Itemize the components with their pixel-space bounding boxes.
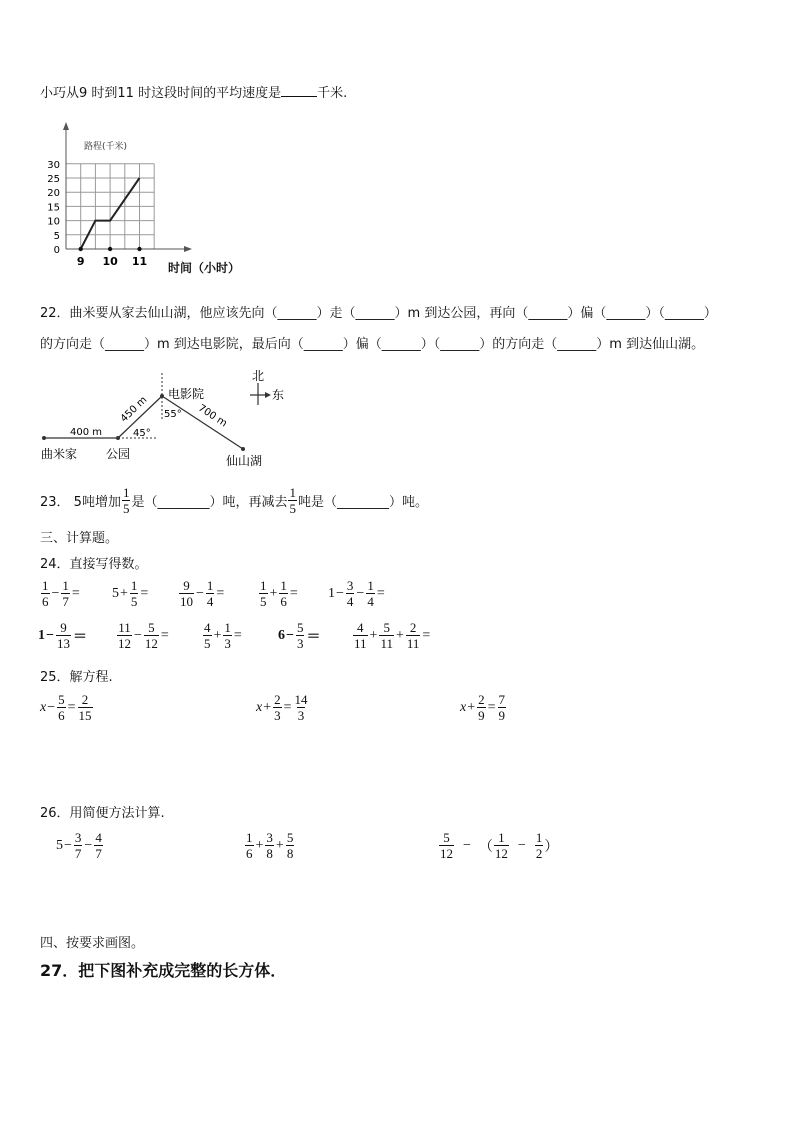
y-tick-label: 0	[53, 245, 60, 256]
q23-middle-1: 是（________）吨，再减去	[131, 495, 288, 510]
q24-expr-9: 6 − $\frac{5}{3}$ ＝	[278, 620, 321, 651]
cinema-point	[160, 394, 164, 398]
q23-prefix: 23． 5吨增加	[40, 495, 121, 510]
q24-expr-2: 5 + $\frac{1}{5}$ =	[112, 578, 149, 609]
q22-line-2: 的方向走（______）m 到达电影院，最后向（______）偏（______）（______）的方向走（______）m 到达仙山湖。	[40, 337, 705, 352]
q24-expr-4: $\frac{1}{5}$ + $\frac{1}{6}$ =	[260, 578, 298, 609]
y-tick-label: 25	[47, 174, 60, 185]
north-label: 北	[252, 369, 265, 383]
x-tick-label: 9	[76, 255, 85, 268]
segment-label-450: 450 m	[118, 394, 150, 425]
segment-label-700: 700 m	[195, 402, 229, 430]
q25-equation-1: x − $\frac{5}{6}$ = $\frac{2}{15}$	[40, 692, 92, 723]
q23-fraction2-numerator: 1	[289, 485, 296, 500]
q21-question-line	[40, 82, 347, 101]
q21-text-before: 小巧从9 时到11 时这段时间的平均速度是	[40, 86, 282, 101]
y-tick-label: 5	[53, 230, 60, 242]
q27-text: 27．把下图补充成完整的长方体．	[40, 961, 287, 980]
y-tick-label: 15	[47, 202, 60, 214]
park-label: 公园	[106, 447, 131, 461]
park-point	[116, 436, 120, 440]
q24-expr-5: 1 − $\frac{3}{4}$ − $\frac{1}{4}$ =	[328, 578, 385, 609]
q23-fraction1-denominator: 5	[122, 501, 130, 516]
lake-point	[241, 447, 245, 451]
q25-title: 25．解方程.	[40, 670, 113, 685]
x-tick-dot	[79, 247, 83, 251]
q25-equation-3: x + $\frac{2}{9}$ = $\frac{7}{9}$	[460, 692, 506, 723]
q24-expr-10: $\frac{4}{11}$ + $\frac{5}{11}$ + $\frac{2}{11}$ =	[354, 620, 431, 651]
q24-title: 24．直接写得数。	[40, 557, 148, 572]
q24-expr-7: $\frac{11}{12}$ − $\frac{5}{12}$ =	[118, 620, 169, 651]
y-tick-label: 30	[47, 159, 60, 171]
q26-expr-3: $\frac{5}{12}$ − （ $\frac{1}{12}$ − $\frac{1}{2}$ ）	[440, 830, 559, 861]
angle-label-55: 55°	[164, 409, 182, 420]
home-label: 曲米家	[41, 447, 78, 461]
q24-expr-8: $\frac{4}{5}$ + $\frac{1}{3}$ =	[204, 620, 242, 651]
x-tick-label: 10	[102, 255, 118, 268]
q23-middle-2: 吨是（________）吨。	[297, 495, 428, 510]
q23-fraction1-numerator: 1	[122, 485, 130, 500]
y-axis-arrow	[63, 122, 69, 130]
q26-expr-1: 5 − $\frac{3}{7}$ − $\frac{4}{7}$	[56, 830, 102, 861]
q23-fraction2-denominator: 5	[289, 501, 296, 516]
segment-label-400: 400 m	[70, 427, 103, 438]
q25-equation-2: x + $\frac{2}{3}$ = $\frac{14}{3}$	[256, 692, 308, 723]
home-point	[42, 436, 46, 440]
q24-expr-3: $\frac{9}{10}$ − $\frac{1}{4}$ =	[180, 578, 225, 609]
angle-label-45: 45°	[133, 428, 151, 439]
q26-title: 26．用简便方法计算.	[40, 806, 165, 821]
q21-answer-blank[interactable]	[281, 84, 317, 97]
q22-line-1: 22．曲米要从家去仙山湖，他应该先向（______）走（______）m 到达公园，再向（______）偏（______）（______）	[40, 306, 717, 321]
distance-time-graph	[30, 118, 270, 278]
q24-expr-6: 1 − $\frac{9}{13}$ ＝	[38, 620, 87, 651]
section-3-heading: 三、计算题。	[40, 531, 119, 546]
q23-line	[40, 485, 428, 516]
q24-expr-1: $\frac{1}{6}$ − $\frac{1}{7}$ =	[42, 578, 80, 609]
route-map-diagram	[30, 365, 310, 475]
y-tick-label: 20	[47, 188, 60, 200]
graph-x-label: 时间（小时）	[168, 261, 241, 275]
east-label: 东	[272, 388, 285, 402]
q26-expr-2: $\frac{1}{6}$ + $\frac{3}{8}$ + $\frac{5}{8}$	[246, 830, 294, 861]
cinema-label: 电影院	[168, 387, 205, 401]
q21-text-after: 千米.	[317, 86, 348, 101]
graph-y-label: 路程(千米)	[84, 142, 128, 152]
x-tick-dot	[137, 247, 141, 251]
x-tick-label: 11	[131, 255, 148, 268]
section-4-heading: 四、按要求画图。	[40, 936, 145, 951]
y-tick-label: 10	[47, 216, 60, 228]
x-tick-dot	[108, 247, 112, 251]
x-axis-arrow	[184, 246, 192, 252]
compass-east-arrow-icon	[265, 392, 271, 398]
lake-label: 仙山湖	[226, 454, 263, 468]
